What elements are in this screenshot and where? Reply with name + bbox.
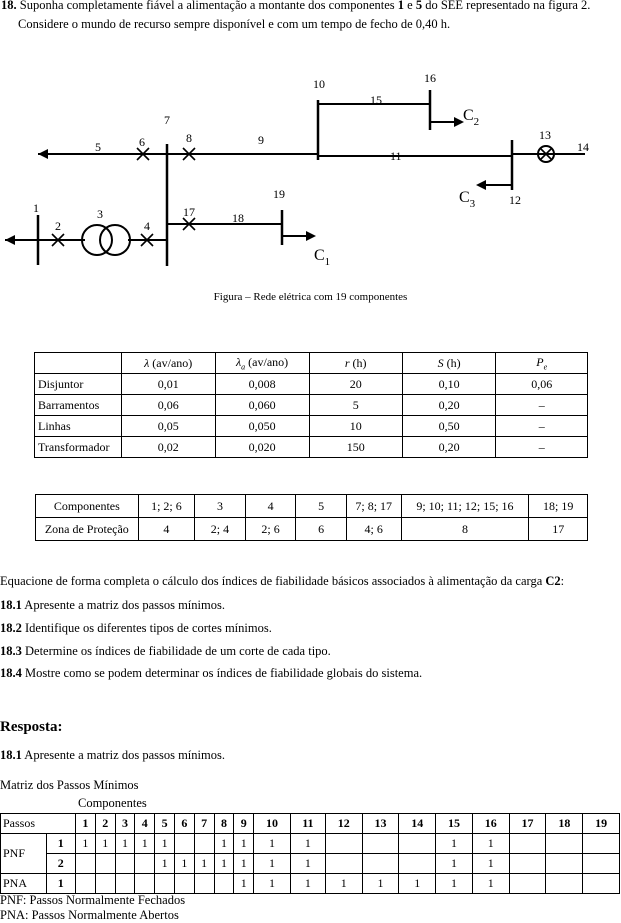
question-number: 18.4: [0, 666, 22, 680]
cell: 2; 4: [195, 518, 246, 541]
matrix-cell: 1: [472, 834, 509, 854]
arrow-head: [38, 149, 48, 159]
cell: 0,20: [402, 395, 495, 416]
matrix-cell: 1: [362, 874, 399, 894]
question-text: Mostre como se podem determinar os índices de fiabilidade globais do sistema.: [21, 666, 423, 680]
label-c2: $C_2$: [463, 107, 480, 128]
load-ref: C2: [545, 574, 561, 588]
matrix-cell: 1: [214, 854, 234, 874]
matrix-cell: 1: [436, 874, 473, 894]
matrix-cell: 1: [115, 834, 135, 854]
matrix-cell: 1: [254, 834, 291, 854]
matrix-cell: 1: [436, 854, 473, 874]
matrix-cell: [155, 874, 175, 894]
path-index: 2: [46, 854, 75, 874]
matrix-cell: [399, 834, 436, 854]
label-14: 14: [577, 140, 589, 154]
matrix-cell: 1: [254, 854, 291, 874]
minimal-paths-matrix: [0, 813, 620, 894]
column-header: 18: [546, 814, 583, 834]
matrix-cell: 1: [254, 874, 291, 894]
cell: 0,20: [402, 437, 495, 458]
problem-text: do SEE representado na figura 2.: [422, 0, 591, 12]
label-c3: $C_3$: [459, 189, 476, 210]
matrix-cell: [583, 834, 620, 854]
cell: 5: [309, 395, 402, 416]
cell: 0,10: [402, 374, 495, 395]
header-s: S (h): [402, 353, 495, 374]
problem-line-2: Considere o mundo de recurso sempre disponível e com um tempo de fecho de 0,40 h.: [18, 17, 451, 31]
label-4: 4: [144, 219, 150, 233]
matrix-cell: 1: [234, 874, 254, 894]
cell: 8: [401, 518, 529, 541]
matrix-cell: 1: [290, 874, 325, 894]
table-row: [36, 518, 588, 541]
question-18-3: [0, 643, 331, 659]
parameters-table: [34, 352, 588, 458]
cell: 0,050: [215, 416, 309, 437]
column-header: 11: [290, 814, 325, 834]
column-header: 8: [214, 814, 234, 834]
label-c1: $C_1$: [314, 247, 331, 268]
cell: –: [496, 416, 588, 437]
passos-label: Passos: [1, 814, 76, 834]
question-text: Apresente a matriz dos passos mínimos.: [21, 598, 225, 612]
cell: 0,020: [215, 437, 309, 458]
network-diagram: [0, 60, 621, 310]
matrix-cell: 1: [290, 834, 325, 854]
label-7: 7: [164, 113, 170, 127]
questions-intro: [0, 573, 564, 589]
cell: 4: [245, 495, 296, 518]
cell: 20: [309, 374, 402, 395]
matrix-cell: [194, 874, 214, 894]
column-header: 14: [399, 814, 436, 834]
matrix-cell: 1: [95, 834, 115, 854]
matrix-cell: [546, 854, 583, 874]
cell: 0,50: [402, 416, 495, 437]
matrix-cell: 1: [325, 874, 362, 894]
matrix-cell: 1: [399, 874, 436, 894]
matrix-cell: [174, 874, 194, 894]
matrix-cell: [325, 854, 362, 874]
table-header-row: [35, 353, 588, 374]
column-header: 1: [76, 814, 96, 834]
column-header: 4: [135, 814, 155, 834]
question-18-4: [0, 665, 422, 681]
cell: 2; 6: [245, 518, 296, 541]
label-12: 12: [509, 193, 521, 207]
matrix-cell: [135, 874, 155, 894]
table-row: [35, 395, 588, 416]
cell: 6: [296, 518, 347, 541]
label-11: 11: [390, 149, 402, 163]
matrix-cell: 1: [76, 834, 96, 854]
cell: –: [496, 395, 588, 416]
label-15: 15: [370, 93, 382, 107]
label-16: 16: [424, 71, 436, 85]
matrix-cell: [399, 854, 436, 874]
column-header: 2: [95, 814, 115, 834]
matrix-cell: [509, 854, 546, 874]
matrix-cell: 1: [155, 854, 175, 874]
cell: 0,02: [121, 437, 215, 458]
intro-text: :: [560, 574, 565, 588]
column-header: 19: [583, 814, 620, 834]
matrix-cell: [583, 874, 620, 894]
matrix-cell: 1: [174, 854, 194, 874]
matrix-cell: 1: [194, 854, 214, 874]
table-row: [35, 437, 588, 458]
component-ref: 1: [397, 0, 404, 12]
cell: 5: [296, 495, 347, 518]
matrix-cell: [546, 834, 583, 854]
cell: 0,01: [121, 374, 215, 395]
column-header: 5: [155, 814, 175, 834]
column-header: 6: [174, 814, 194, 834]
matrix-cell: 1: [214, 834, 234, 854]
matrix-cell: 1: [472, 874, 509, 894]
header-pe: $P_e$: [496, 353, 588, 374]
row-label: Zona de Proteção: [36, 518, 139, 541]
row-label: Linhas: [35, 416, 122, 437]
header-cell: [35, 353, 122, 374]
question-text: Identifique os diferentes tipos de cortes mínimos.: [21, 621, 272, 635]
cell: 0,008: [215, 374, 309, 395]
arrow-head: [5, 235, 15, 245]
intro-text: Equacione de forma completa o cálculo dos índices de fiabilidade básicos associados à alimentação da carga: [0, 574, 546, 588]
column-header: 16: [472, 814, 509, 834]
matrix-row: [1, 834, 620, 854]
cell: 7; 8; 17: [346, 495, 401, 518]
matrix-cell: [362, 854, 399, 874]
cell: 1; 2; 6: [138, 495, 195, 518]
matrix-cell: 1: [436, 834, 473, 854]
row-label: Transformador: [35, 437, 122, 458]
matrix-cell: [214, 874, 234, 894]
label-19: 19: [273, 187, 285, 201]
cell: 9; 10; 11; 12; 15; 16: [401, 495, 529, 518]
matrix-cell: [95, 874, 115, 894]
transformer-winding-1: [82, 225, 112, 255]
group-label: PNA: [1, 874, 47, 894]
problem-text: Suponha completamente fiável a alimentação a montante dos componentes: [16, 0, 398, 12]
row-label: Componentes: [36, 495, 139, 518]
problem-number: 18.: [1, 0, 17, 12]
cell: 0,05: [121, 416, 215, 437]
cell: 0,06: [121, 395, 215, 416]
column-header: 9: [234, 814, 254, 834]
question-number: 18.2: [0, 621, 22, 635]
answer-18-1: [0, 747, 225, 763]
column-header: 15: [436, 814, 473, 834]
cell: 18; 19: [529, 495, 588, 518]
component-ref: 5: [415, 0, 423, 12]
problem-text: e: [404, 0, 416, 12]
column-header: 10: [254, 814, 291, 834]
label-8: 8: [186, 131, 192, 145]
column-header: 12: [325, 814, 362, 834]
path-index: 1: [46, 834, 75, 854]
components-label: Componentes: [78, 796, 147, 810]
group-label: PNF: [1, 834, 47, 874]
question-18-1: [0, 597, 225, 613]
legend-pnf: PNF: Passos Normalmente Fechados: [0, 893, 186, 907]
answer-heading: Resposta:: [0, 719, 63, 735]
matrix-cell: 1: [135, 834, 155, 854]
question-18-2: [0, 620, 272, 636]
arrow-head: [476, 180, 486, 190]
matrix-cell: 1: [234, 854, 254, 874]
arrow-head: [306, 231, 316, 241]
cell: 3: [195, 495, 246, 518]
matrix-row: [1, 854, 620, 874]
header-lambda: λ (av/ano): [121, 353, 215, 374]
cell: 150: [309, 437, 402, 458]
label-13: 13: [539, 128, 551, 142]
table-row: [36, 495, 588, 518]
cell: 0,060: [215, 395, 309, 416]
table-row: [35, 416, 588, 437]
matrix-cell: [583, 854, 620, 874]
matrix-cell: [546, 874, 583, 894]
matrix-row: [1, 874, 620, 894]
matrix-header-row: [1, 814, 620, 834]
answer-text: Apresente a matriz dos passos mínimos.: [21, 748, 225, 762]
matrix-cell: [325, 834, 362, 854]
table-row: [35, 374, 588, 395]
cell: 0,06: [496, 374, 588, 395]
matrix-cell: [509, 834, 546, 854]
label-6: 6: [139, 135, 145, 149]
matrix-cell: [76, 854, 96, 874]
transformer-winding-2: [100, 225, 130, 255]
label-3: 3: [97, 207, 103, 221]
row-label: Disjuntor: [35, 374, 122, 395]
matrix-cell: [76, 874, 96, 894]
matrix-cell: 1: [234, 834, 254, 854]
column-header: 3: [115, 814, 135, 834]
question-number: 18.1: [0, 598, 22, 612]
row-label: Barramentos: [35, 395, 122, 416]
path-index: 1: [46, 874, 75, 894]
matrix-cell: [509, 874, 546, 894]
matrix-cell: [115, 874, 135, 894]
matrix-cell: 1: [155, 834, 175, 854]
matrix-cell: 1: [472, 854, 509, 874]
cell: –: [496, 437, 588, 458]
question-text: Determine os índices de fiabilidade de um corte de cada tipo.: [21, 644, 331, 658]
label-5: 5: [95, 140, 101, 154]
column-header: 13: [362, 814, 399, 834]
matrix-cell: [115, 854, 135, 874]
label-1: 1: [33, 201, 39, 215]
matrix-title: Matriz dos Passos Mínimos: [0, 778, 139, 792]
cell: 10: [309, 416, 402, 437]
label-10: 10: [313, 77, 325, 91]
header-r: r (h): [309, 353, 402, 374]
answer-number: 18.1: [0, 748, 22, 762]
cell: 4; 6: [346, 518, 401, 541]
matrix-cell: [362, 834, 399, 854]
matrix-cell: [95, 854, 115, 874]
protection-zones-table: [35, 494, 588, 541]
matrix-cell: 1: [290, 854, 325, 874]
matrix-cell: [135, 854, 155, 874]
label-2: 2: [55, 219, 61, 233]
question-number: 18.3: [0, 644, 22, 658]
matrix-cell: [174, 834, 194, 854]
column-header: 7: [194, 814, 214, 834]
legend-pna: PNA: Passos Normalmente Abertos: [0, 908, 179, 922]
figure-caption: Figura – Rede elétrica com 19 componentes: [213, 291, 408, 303]
label-9: 9: [258, 133, 264, 147]
header-lambda-a: $\lambda_a$ (av/ano): [215, 353, 309, 374]
cell: 17: [529, 518, 588, 541]
cell: 4: [138, 518, 195, 541]
column-header: 17: [509, 814, 546, 834]
label-17: 17: [183, 205, 195, 219]
problem-line-1: [1, 0, 590, 13]
matrix-cell: [194, 834, 214, 854]
label-18: 18: [232, 211, 244, 225]
